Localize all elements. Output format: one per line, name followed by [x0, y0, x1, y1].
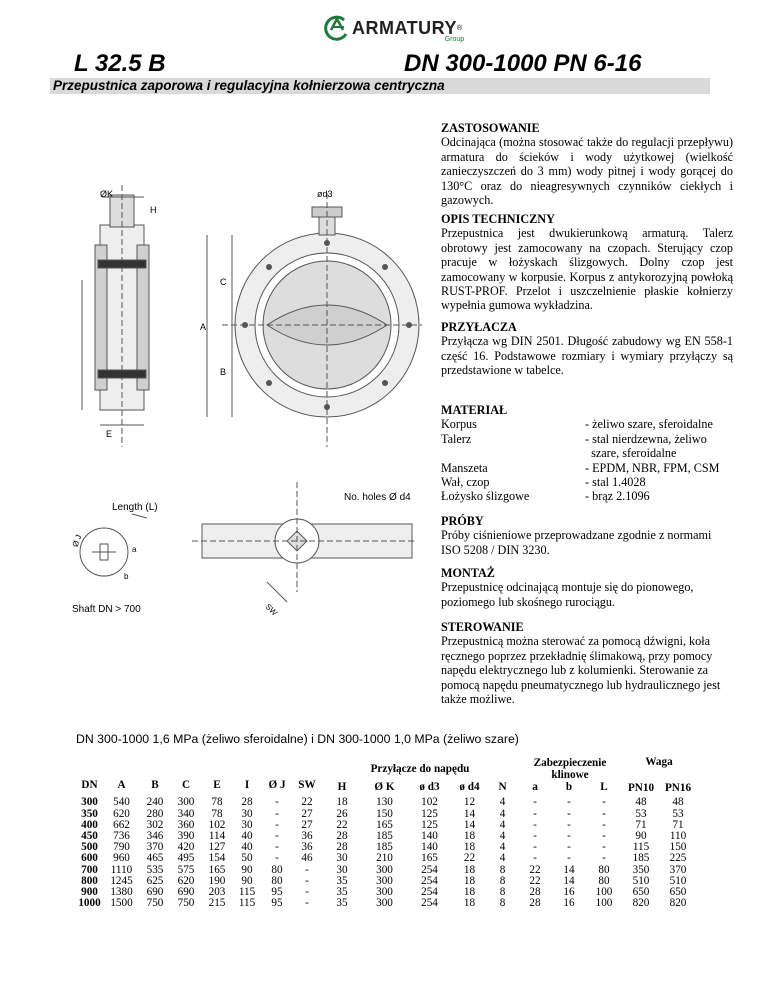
table-cell: - [602, 852, 606, 865]
table-cell: - [533, 818, 537, 831]
col-header: SW [298, 779, 316, 792]
table-cell: 820 [669, 897, 687, 910]
table-cell: 130 [376, 796, 393, 809]
material-row [441, 475, 733, 489]
table-cell: 71 [672, 818, 684, 831]
label-b: B [220, 367, 227, 377]
table-cell: - [602, 807, 606, 820]
table-cell: - [602, 796, 606, 809]
table-cell: 40 [241, 841, 253, 854]
table-row [322, 809, 518, 820]
material-key [441, 446, 585, 460]
table-cell: - [305, 863, 309, 876]
table-cell: 690 [146, 886, 164, 899]
table-cell: 78 [211, 807, 223, 820]
col-header: L [600, 781, 608, 793]
table-cell: 127 [208, 841, 226, 854]
table-cell: 300 [376, 886, 393, 899]
material-value: - stal nierdzewna, żeliwo [585, 431, 707, 446]
table-cell: 100 [595, 886, 613, 899]
table-cell: 150 [669, 841, 687, 854]
table-cell: 150 [376, 807, 393, 820]
col-header: Ø K [374, 781, 395, 794]
header-group-1 [76, 755, 322, 794]
table-row [322, 831, 518, 842]
table-cell: 185 [376, 830, 393, 843]
material-value: - EPDM, NBR, FPM, CSM [585, 460, 720, 475]
table-cell: 16 [563, 897, 575, 910]
table-cell: 4 [499, 830, 506, 843]
table-cell: - [567, 796, 571, 809]
table-cell: 1500 [110, 897, 133, 910]
section-body: Przepustnica jest dwukierunkową armaturą. Talerz obrotowy jest zamocowany na czopach. Sterujący czop pracuje w łożyskach ślizgowych. Dolny czop jest zamocowany w korpusie. Korpus z antykorozyjną powłoką RUST-PROF. Przelot i uszczelnienie płaskie kołnierzy wypełnia gumowa wykładzina. [441, 226, 733, 313]
table-cell: 90 [241, 874, 253, 887]
table-cell: 4 [499, 796, 506, 809]
table-cell: 36 [301, 841, 313, 854]
table-row [76, 853, 322, 864]
table-cell: 22 [301, 796, 313, 809]
logo-group: Group [444, 36, 465, 43]
table-cell: 650 [669, 886, 687, 899]
table-cell: 400 [81, 818, 98, 831]
table-cell: 90 [635, 830, 647, 843]
table-cell: 28 [529, 897, 541, 910]
table-cell: 450 [81, 830, 98, 843]
label-c: C [220, 277, 227, 287]
table-cell: 22 [529, 874, 541, 887]
table-cell: 1245 [110, 874, 133, 887]
material-row [441, 432, 733, 446]
company-logo [322, 14, 465, 43]
table-cell: 8 [499, 874, 506, 887]
table-cell: 300 [81, 796, 98, 809]
table-cell: 800 [81, 874, 98, 887]
table-cell: - [602, 818, 606, 831]
table-cell: 190 [208, 874, 226, 887]
material-value: szare, sferoidalne [585, 446, 677, 461]
material-value: - żeliwo szare, sferoidalne [585, 417, 713, 432]
table-cell: 154 [208, 852, 226, 865]
header-group-3 [518, 755, 622, 794]
label-e: E [106, 429, 113, 439]
table-cell: 510 [669, 874, 687, 887]
table-cell: 14 [463, 807, 476, 820]
table-cell: 300 [376, 874, 393, 887]
table-cell: 26 [336, 807, 348, 820]
table-cell: 350 [632, 863, 650, 876]
table-cell: 300 [376, 897, 393, 910]
table-cell: 102 [421, 796, 438, 809]
table-cell: 18 [463, 886, 476, 899]
label-phi-j: Ø J [70, 533, 84, 549]
body-group-4 [622, 794, 696, 912]
table-cell: - [275, 818, 279, 831]
table-cell: 8 [499, 863, 506, 876]
table-cell: 500 [81, 841, 98, 854]
table-cell: 14 [563, 874, 575, 887]
table-cell: 165 [376, 818, 393, 831]
table-cell: 36 [301, 830, 313, 843]
table-cell: 790 [113, 841, 130, 854]
table-row [76, 797, 322, 808]
header-group-4 [622, 755, 696, 794]
table-cell: 30 [241, 818, 253, 831]
section-montaz [441, 566, 733, 609]
table-cell: 254 [421, 874, 438, 887]
label-b-small: b [124, 572, 129, 581]
material-key: Łożysko ślizgowe [441, 489, 530, 504]
logo-mark-icon [322, 14, 352, 42]
section-title: PRÓBY [441, 514, 484, 528]
table-cell: 125 [421, 807, 438, 820]
table-cell: 750 [177, 897, 195, 910]
col-header: ø d4 [459, 781, 480, 794]
table-cell: 575 [177, 863, 195, 876]
table-cell: 140 [421, 830, 438, 843]
table-cell: 18 [463, 874, 476, 887]
table-cell: 736 [113, 830, 130, 843]
table-cell: - [533, 852, 537, 865]
material-key: Talerz [441, 431, 472, 446]
table-cell: 40 [241, 830, 253, 843]
section-title: PRZYŁACZA [441, 320, 517, 334]
table-cell: 18 [463, 897, 476, 910]
section-title: MATERIAŁ [441, 403, 508, 417]
material-row [441, 461, 733, 475]
table-cell: 115 [632, 841, 650, 854]
table-cell: - [567, 841, 571, 854]
label-phi-d3: ød3 [317, 189, 333, 199]
section-title: ZASTOSOWANIE [441, 121, 540, 135]
table-caption: DN 300-1000 1,6 MPa (żeliwo sferoidalne) i DN 300-1000 1,0 MPa (żeliwo szare) [76, 732, 519, 746]
table-cell: 35 [336, 886, 348, 899]
table-row [322, 820, 518, 831]
table-row [322, 797, 518, 808]
section-zastosowanie [441, 121, 733, 207]
table-cell: 1380 [110, 886, 133, 899]
table-cell: 140 [421, 841, 438, 854]
material-row [441, 446, 733, 460]
table-row [518, 853, 622, 864]
table-cell: 95 [271, 886, 283, 899]
table-cell: 185 [376, 841, 393, 854]
table-cell: - [305, 886, 309, 899]
col-header: PN16 [664, 782, 692, 795]
table-row [622, 797, 696, 808]
col-header: PN10 [627, 782, 655, 795]
table-cell: 22 [529, 863, 541, 876]
section-body: Odcinająca (można stosować także do regulacji przepływu) armatura do ścieków i wody użytkowej (wielkość zanieczyszczeń do 3 mm) wody pitnej i wody gorącej do 130°C oraz do nieagresywnych czynników ciekłych i gazowych. [441, 135, 733, 208]
table-cell: 350 [81, 807, 98, 820]
table-cell: 30 [336, 863, 348, 876]
table-cell: 80 [271, 874, 283, 887]
table-cell: 35 [336, 897, 348, 910]
label-a: A [200, 322, 207, 332]
table-row [518, 797, 622, 808]
section-proby [441, 514, 733, 557]
col-header: A [117, 779, 126, 792]
table-cell: - [567, 852, 571, 865]
material-value: - brąz 2.1096 [585, 489, 650, 504]
col-header: N [498, 781, 507, 794]
table-cell: 165 [421, 852, 438, 865]
table-cell: 225 [669, 852, 687, 865]
table-cell: 100 [595, 897, 613, 910]
table-cell: 80 [271, 863, 283, 876]
table-cell: 53 [672, 807, 684, 820]
table-cell: 750 [146, 897, 164, 910]
table-cell: 12 [463, 796, 476, 809]
col-header: b [565, 781, 573, 793]
table-cell: - [602, 830, 606, 843]
table-cell: 465 [146, 852, 164, 865]
table-row [322, 853, 518, 864]
valve-drawing-top [62, 185, 392, 460]
table-row [322, 842, 518, 853]
table-cell: 80 [598, 874, 610, 887]
page-subtitle: Przepustnica zaporowa i regulacyjna kołnierzowa centryczna [53, 78, 445, 93]
table-cell: - [305, 874, 309, 887]
table-row [622, 809, 696, 820]
table-cell: 50 [241, 852, 253, 865]
col-header: ø d3 [419, 781, 440, 794]
section-body: Przepustnicę odcinającą montuje się do pionowego, poziomego lub skośnego rurociągu. [441, 580, 694, 609]
table-cell: 302 [146, 818, 164, 831]
table-cell: 71 [635, 818, 647, 831]
table-cell: 8 [499, 897, 506, 910]
table-cell: 510 [632, 874, 650, 887]
col-header: B [151, 779, 159, 792]
table-cell: 95 [271, 897, 283, 910]
section-title: STEROWANIE [441, 620, 524, 634]
table-cell: 185 [632, 852, 650, 865]
table-cell: 625 [146, 874, 164, 887]
label-a-small: a [132, 545, 137, 554]
table-cell: 46 [301, 852, 313, 865]
table-cell: - [533, 807, 537, 820]
table-cell: 540 [113, 796, 130, 809]
table-cell: 340 [177, 807, 195, 820]
table-row [322, 898, 518, 909]
table-cell: 48 [672, 796, 684, 809]
table-cell: 27 [301, 818, 313, 831]
table-cell: - [275, 841, 279, 854]
table-cell: 165 [208, 863, 226, 876]
table-cell: 4 [499, 841, 506, 854]
table-cell: 820 [632, 897, 650, 910]
table-cell: 114 [208, 830, 226, 843]
table-cell: 4 [499, 818, 506, 831]
table-cell: 210 [376, 852, 393, 865]
table-cell: - [275, 852, 279, 865]
table-cell: 360 [177, 818, 195, 831]
table-cell: 110 [669, 830, 687, 843]
table-cell: 300 [177, 796, 195, 809]
table-cell: 215 [208, 897, 226, 910]
table-cell: - [275, 830, 279, 843]
table-cell: 662 [113, 818, 130, 831]
logo-name: ARMATURY [352, 17, 457, 38]
table-cell: 18 [336, 796, 348, 809]
table-cell: 30 [336, 852, 348, 865]
table-cell: 90 [241, 863, 253, 876]
table-cell: 48 [635, 796, 647, 809]
col-header: a [532, 781, 538, 793]
table-cell: 390 [177, 830, 195, 843]
table-row [622, 898, 696, 909]
section-opis [441, 212, 733, 313]
table-cell: 600 [81, 852, 98, 865]
table-cell: 22 [463, 852, 476, 865]
table-cell: 80 [598, 863, 610, 876]
table-cell: - [567, 818, 571, 831]
table-cell: 27 [301, 807, 313, 820]
col-header: DN [81, 779, 98, 792]
table-cell: 35 [336, 874, 348, 887]
table-cell: - [567, 830, 571, 843]
col-header: Ø J [268, 779, 286, 792]
material-value: - stal 1.4028 [585, 475, 646, 490]
table-cell: 14 [463, 818, 476, 831]
col-header: H [337, 781, 347, 794]
table-cell: 125 [421, 818, 438, 831]
table-cell: 22 [336, 818, 348, 831]
table-cell: 700 [81, 863, 98, 876]
table-cell: 1110 [110, 863, 133, 876]
table-cell: 346 [146, 830, 164, 843]
table-cell: 8 [499, 886, 506, 899]
material-key: Manszeta [441, 460, 488, 475]
table-cell: - [533, 830, 537, 843]
table-cell: 4 [499, 852, 506, 865]
table-cell: 420 [177, 841, 195, 854]
product-range: DN 300-1000 PN 6-16 [404, 50, 642, 77]
table-cell: 535 [146, 863, 164, 876]
table-cell: - [602, 841, 606, 854]
table-cell: 300 [376, 863, 393, 876]
label-sw: SW [263, 602, 279, 618]
logo-registered: ® [457, 24, 463, 32]
table-cell: 620 [177, 874, 195, 887]
table-cell: 14 [563, 863, 575, 876]
table-cell: - [567, 807, 571, 820]
table-cell: - [305, 897, 309, 910]
col-header: C [181, 779, 191, 792]
table-cell: - [533, 841, 537, 854]
table-cell: 240 [146, 796, 164, 809]
table-cell: 4 [499, 807, 506, 820]
table-cell: 115 [238, 897, 256, 910]
table-cell: 370 [146, 841, 164, 854]
table-cell: 620 [113, 807, 130, 820]
section-body: Przepustnicą można sterować za pomocą dźwigni, koła ręcznego poprzez przekładnię ślimakową, przy pomocy napędu elektrycznego lub z kolumienki. Sterowanie za pomocą napędu pneumatycznego lub hydraulicznego jest także możliwe. [441, 634, 721, 707]
table-cell: 78 [211, 796, 223, 809]
material-key: Wał, czop [441, 475, 490, 490]
table-cell: 254 [421, 897, 438, 910]
table-row [322, 876, 518, 887]
table-cell: 690 [177, 886, 195, 899]
section-body: Przyłącza wg DIN 2501. Długość zabudowy wg EN 558-1 część 16. Podstawowe rozmiary i wymiary przyłączy są przedstawione w tabelce. [441, 334, 733, 378]
valve-drawing-bottom [72, 482, 422, 622]
table-row [518, 898, 622, 909]
header-group-2 [322, 755, 518, 794]
table-cell: 28 [241, 796, 253, 809]
label-h: H [150, 205, 157, 215]
section-przylacza [441, 320, 733, 378]
table-cell: 370 [669, 863, 687, 876]
label-length: Length (L) [112, 502, 158, 513]
material-key: Korpus [441, 417, 477, 432]
body-group-2 [322, 794, 518, 912]
body-group-1 [76, 794, 322, 912]
table-cell: 650 [632, 886, 650, 899]
material-row [441, 417, 733, 431]
table-cell: 254 [421, 863, 438, 876]
table-cell: 18 [463, 863, 476, 876]
col-header: I [244, 779, 250, 792]
table-cell: 18 [463, 830, 476, 843]
table-cell: 1000 [78, 897, 101, 910]
table-cell: 495 [177, 852, 195, 865]
label-holes: No. holes Ø d4 [344, 492, 411, 503]
table-cell: 960 [113, 852, 130, 865]
table-cell: 203 [208, 886, 226, 899]
label-shaft: Shaft DN > 700 [72, 604, 141, 615]
product-code: L 32.5 B [74, 50, 166, 77]
table-cell: 254 [421, 886, 438, 899]
table-cell: 53 [635, 807, 647, 820]
table-row [76, 898, 322, 909]
material-row [441, 489, 733, 503]
table-cell: 16 [563, 886, 575, 899]
table-cell: 18 [463, 841, 476, 854]
table-cell: 900 [81, 886, 98, 899]
table-cell: 102 [208, 818, 226, 831]
section-title: OPIS TECHNICZNY [441, 212, 555, 226]
group-header-zabezpieczenie: Zabezpieczenie klinowe [533, 757, 607, 781]
label-phi-k: ØK [100, 189, 114, 199]
spec-table [76, 755, 696, 912]
table-cell: 28 [529, 886, 541, 899]
group-header-waga: Waga [645, 756, 673, 768]
table-cell: 30 [241, 807, 253, 820]
table-row [622, 853, 696, 864]
section-body: Próby ciśnieniowe przeprowadzane zgodnie z normami ISO 5208 / DIN 3230. [441, 528, 712, 557]
table-row [322, 865, 518, 876]
section-material [441, 403, 733, 504]
table-cell: 28 [336, 841, 348, 854]
table-cell: 280 [146, 807, 164, 820]
table-cell: 28 [336, 830, 348, 843]
table-cell: - [533, 796, 537, 809]
table-cell: - [275, 807, 279, 820]
group-header-przylacze: Przyłącze do napędu [370, 763, 470, 775]
section-title: MONTAŻ [441, 566, 495, 580]
table-row [322, 887, 518, 898]
table-cell: 115 [238, 886, 256, 899]
body-group-3 [518, 794, 622, 912]
col-header: E [213, 779, 221, 792]
section-sterowanie [441, 620, 733, 706]
table-cell: - [275, 796, 279, 809]
